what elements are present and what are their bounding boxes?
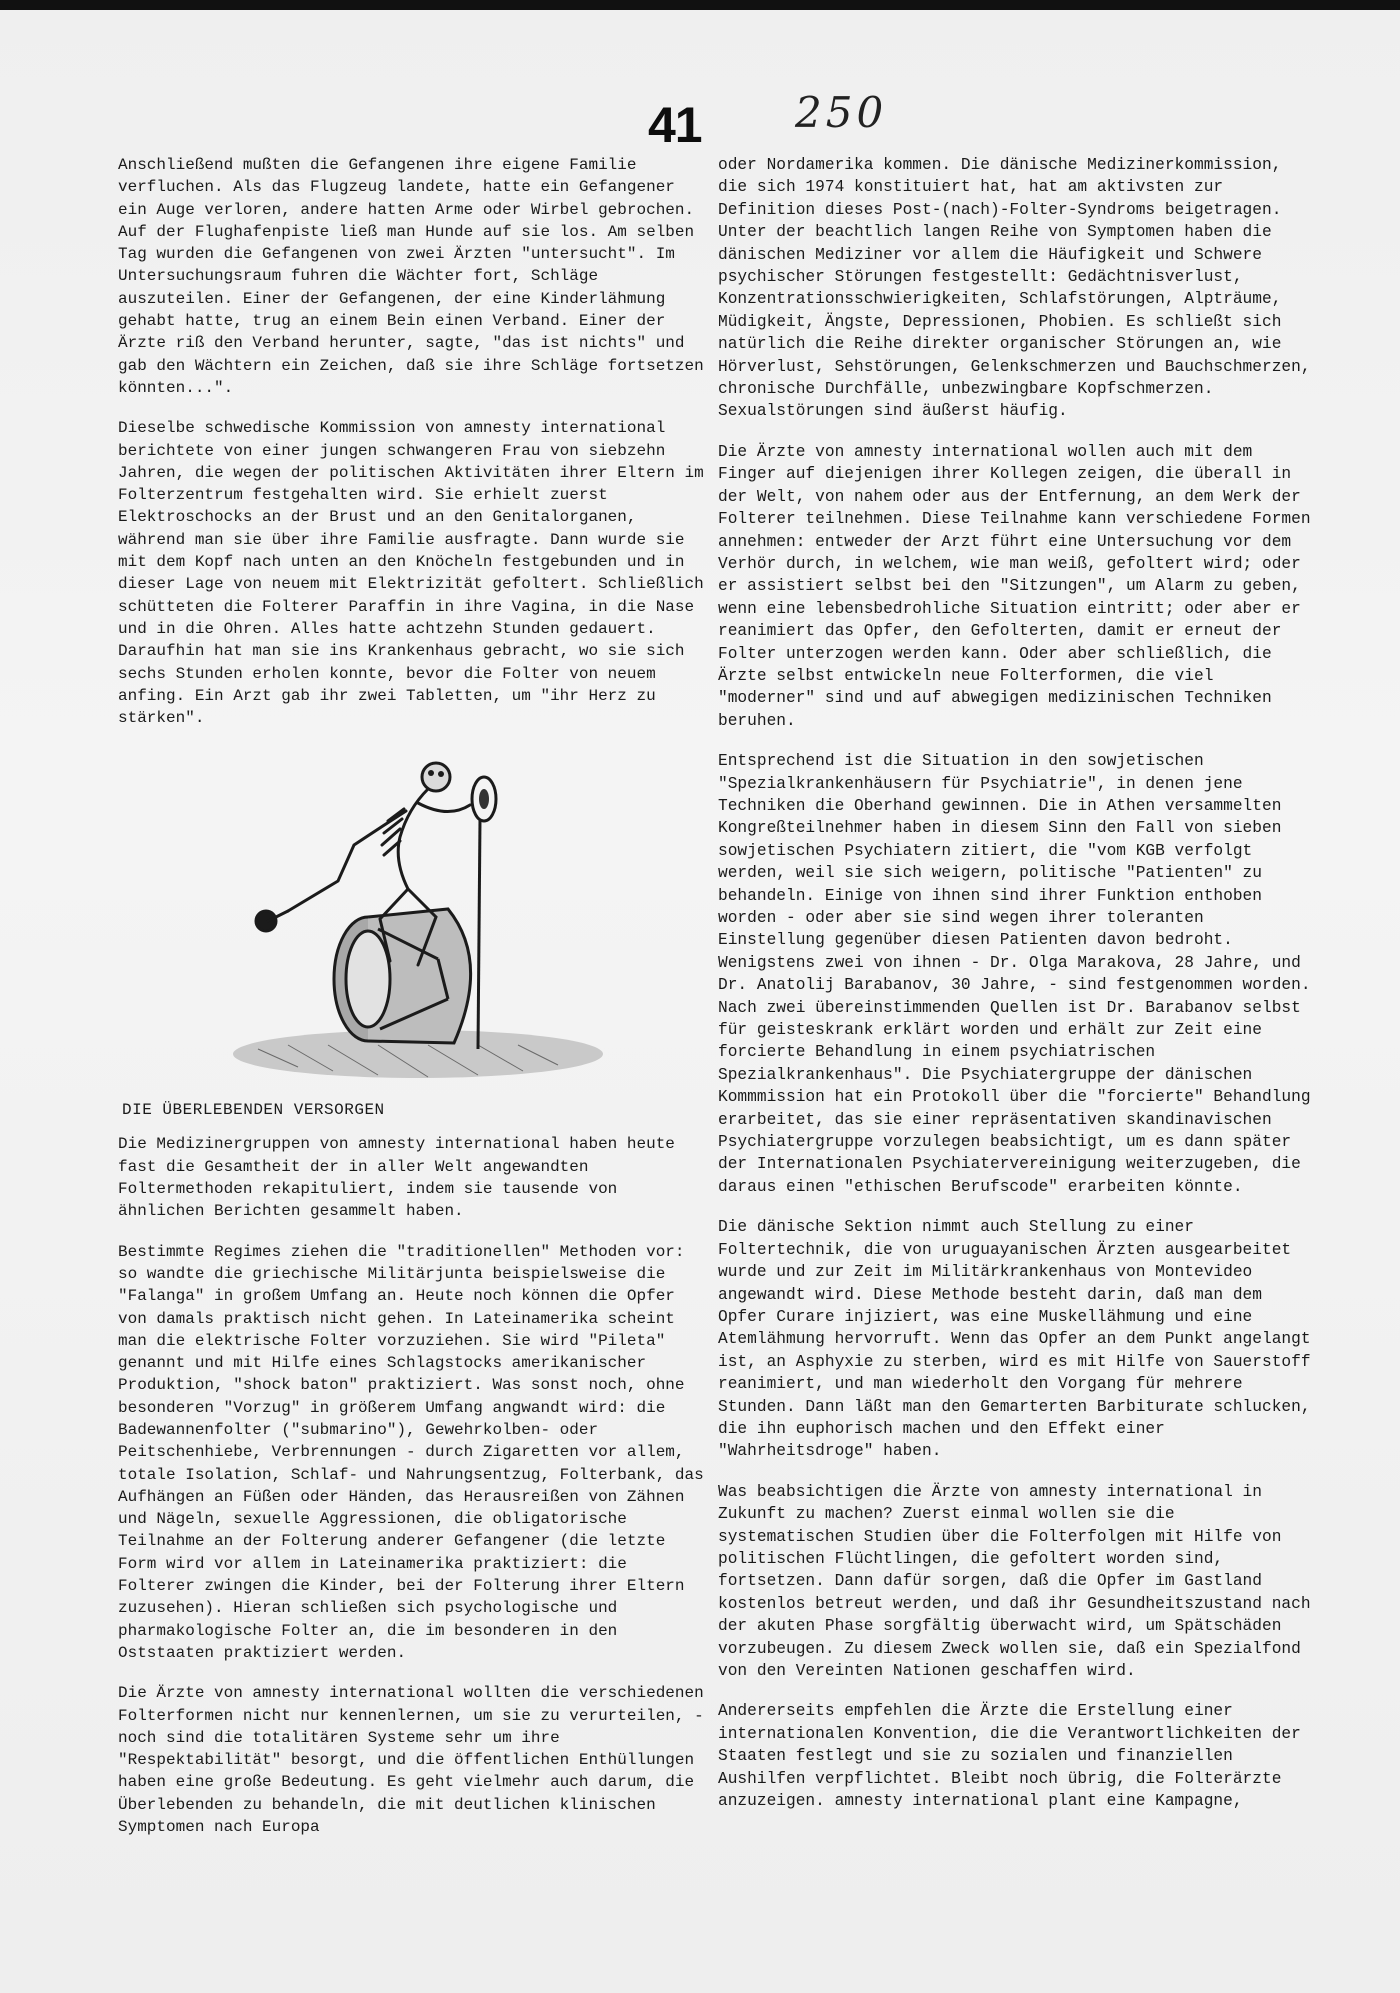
- paragraph: Dieselbe schwedische Kommission von amnesty international berichtete von einer jungen schwangeren Frau von siebzehn Jahren, die wegen der politischen Aktivitäten ihrer Eltern im Folterzentrum festgehalten wird. Sie erhielt zuerst Elektroschocks an der Brust und an den Genitalorganen, während man sie über ihre Familie ausfragte. Dann wurde sie mit dem Kopf nach unten an den Knöcheln festgebunden und in dieser Lage von neuem mit Elektrizität gefoltert. Schließlich schütteten die Folterer Paraffin in ihre Vagina, in die Nase und in die Ohren. Alles hatte achtzehn Stunden gedauert. Daraufhin hat man sie ins Krankenhaus gebracht, wo sie sich sechs Stunden erholen konnte, bevor die Folter von neuem anfing. Ein Arzt gab ihr zwei Tabletten, um "ihr Herz zu stärken".: [118, 419, 704, 728]
- paragraph: Anschließend mußten die Gefangenen ihre eigene Familie verfluchen. Als das Flugzeug landete, hatte ein Gefangener ein Auge verloren, andere hatten Arme oder Wirbel gebrochen. Auf der Flughafenpiste ließ man Hunde auf sie los. Am selben Tag wurden die Gefangenen von zwei Ärzten "untersucht". Im Untersuchungsraum fuhren die Wächter fort, Schläge auszuteilen. Einer der Gefangenen, der eine Kinderlähmung gehabt hatte, trug an einem Bein einen Verband. Einer der Ärzte riß den Verband herunter, sagte, "das ist nichts" und gab den Wächtern ein Zeichen, daß sie ihre Schläge fortsetzen könnten...".: [118, 156, 704, 397]
- skeleton-drummer-illustration: [118, 749, 706, 1089]
- paragraph: Entsprechend ist die Situation in den sowjetischen "Spezialkrankenhäusern für Psychiatrie", in denen jene Techniken die Oberhand gewinnen. Die in Athen versammelten Kongreßteilnehmer haben in diesem Sinn den Fall von sieben sowjetischen Psychiatern zitiert, die "vom KGB verfolgt werden, weil sie sich weigern, politische "Patienten" zu behandeln. Einige von ihnen sind ihrer Funktion enthoben worden - oder aber sie sind wegen ihrer toleranten Einstellung gegenüber diesen Patienten davon bedroht. Wenigstens zwei von ihnen - Dr. Olga Marakova, 28 Jahre, und Dr. Anatolij Barabanov, 30 Jahre, - sind festgenommen worden. Nach zwei übereinstimmenden Quellen ist Dr. Barabanov selbst für geisteskrank erklärt worden und erhält zur Zeit eine forcierte Behandlung in einem psychiatrischen Spezialkrankenhaus". Die Psychiatergruppe der dänischen Kommmission hat ein Protokoll über die "forcierte" Behandlung erarbeitet, das sie einer repräsentativen skandinavischen Psychiatergruppe vorzulegen beabsichtigt, um es dann später der Internationalen Psychiatervereinigung weiterzugeben, die daraus einen "ethischen Berufscode" erarbeiten könnte.: [718, 752, 1311, 1196]
- handwritten-note: 250: [795, 88, 888, 137]
- left-column: [118, 154, 706, 1856]
- skeleton-drum-icon: [118, 749, 706, 1089]
- paragraph: Die Ärzte von amnesty international wollen auch mit dem Finger auf diejenigen ihrer Kollegen zeigen, die überall in der Welt, von nahem oder aus der Entfernung, an dem Werk der Folterer teilnehmen. Diese Teilnahme kann verschiedene Formen annehmen: entweder der Arzt führt eine Untersuchung vor dem Verhör durch, in welchem, wie man weiß, gefoltert wird; oder er assistiert selbst bei den "Sitzungen", um Alarm zu geben, wenn eine lebensbedrohliche Situation eintritt; oder aber er reanimiert das Opfer, den Gefolterten, damit er erneut der Folter unterzogen werden kann. Oder aber schließlich, die Ärzte selbst entwickeln neue Folterformen, die viel "moderner" sind und auf abwegigen medizinischen Techniken beruhen.: [718, 442, 1311, 730]
- paragraph: Was beabsichtigen die Ärzte von amnesty international in Zukunft zu machen? Zuerst einmal wollen sie die systematischen Studien über die Folterfolgen mit Hilfe von politischen Flüchtlingen, die gefoltert worden sind, fortsetzen. Dann dafür sorgen, daß die Opfer im Gastland kostenlos betreut werden, und daß ihr Gesundheitszustand nach der akuten Phase sorgfältig überwacht wird, um Spätschäden vorzubeugen. Zu diesem Zweck wollen sie, daß ein Spezialfond von den Vereinten Nationen geschaffen wird.: [718, 1482, 1311, 1680]
- paragraph: Bestimmte Regimes ziehen die "traditionellen" Methoden vor: so wandte die griechische Militärjunta beispielsweise die "Falanga" in großem Umfang an. Heute noch können die Opfer von damals praktisch nicht gehen. In Lateinamerika scheint man die elektrische Folter vorzuziehen. Sie wird "Pileta" genannt und mit Hilfe eines Schlagstocks amerikanischer Produktion, "shock baton" praktiziert. Was sonst noch, ohne besonderen "Vorzug" in größerem Umfang angwandt wird: die Badewannenfolter ("submarino"), Gewehrkolben- oder Peitschenhiebe, Verbrennungen - durch Zigaretten vor allem, totale Isolation, Schlaf- und Nahrungsentzug, Folterbank, das Aufhängen an Füßen oder Händen, das Herausreißen von Zähnen und Nägeln, sexuelle Aggressionen, die obligatorische Teilnahme an der Folterung anderer Gefangener (die letzte Form wird vor allem in Lateinamerika praktiziert: die Folterer zwingen die Kinder, bei der Folterung ihrer Eltern zuzusehen). Hieran schließen sich psychologische und pharmakologische Folter an, die im besonderen in den Oststaaten praktiziert werden.: [118, 1242, 704, 1662]
- paragraph: Die Ärzte von amnesty international wollten die verschiedenen Folterformen nicht nur kennenlernen, um sie zu verurteilen, - noch sind die totalitären Systeme sehr um ihre "Respektabilität" besorgt, und die öffentlichen Enthüllungen haben eine große Bedeutung. Es geht vielmehr auch darum, die Überlebenden zu behandeln, die mit deutlichen klinischen Symptomen nach Europa: [118, 1684, 704, 1837]
- page-number: 41: [648, 97, 702, 153]
- paragraph: Andererseits empfehlen die Ärzte die Erstellung einer internationalen Konvention, die die Verantwortlichkeiten der Staaten festlegt und sie zu sozialen und finanziellen Aushilfen verpflichtet. Bleibt noch übrig, die Folterärzte anzuzeigen. amnesty international plant eine Kampagne,: [718, 1702, 1301, 1811]
- right-column: [718, 154, 1312, 1830]
- paragraph: Die Medizinergruppen von amnesty international haben heute fast die Gesamtheit der in aller Welt angewandten Foltermethoden rekapituliert, indem sie tausende von ähnlichen Berichten gesammelt haben.: [118, 1135, 675, 1221]
- scan-top-edge: [0, 0, 1400, 10]
- paragraph: oder Nordamerika kommen. Die dänische Medizinerkommission, die sich 1974 konstituiert hat, hat am aktivsten zur Definition dieses Post-(nach)-Folter-Syndroms beigetragen. Unter der beachtlich langen Reihe von Symptomen haben die dänischen Mediziner vor allem die Häufigkeit und Schwere psychischer Störungen festgestellt: Gedächtnisverlust, Konzentrationsschwierigkeiten, Schlafstörungen, Alpträume, Müdigkeit, Ängste, Depressionen, Phobien. Es schließt sich natürlich die Reihe direkter organischer Störungen an, wie Hörverlust, Sehstörungen, Gelenkschmerzen und Bauchschmerzen, chronische Durchfälle, unbezwingbare Kopfschmerzen. Sexualstörungen sind äußerst häufig.: [718, 156, 1311, 421]
- section-heading: DIE ÜBERLEBENDEN VERSORGEN: [122, 1101, 385, 1120]
- paragraph: Die dänische Sektion nimmt auch Stellung zu einer Foltertechnik, die von uruguayanischen Ärzten ausgearbeitet wurde und zur Zeit im Militärkrankenhaus von Montevideo angewandt wird. Diese Methode besteht darin, daß man dem Opfer Curare injiziert, was eine Muskellähmung und eine Atemlähmung hervorruft. Wenn das Opfer an dem Punkt angelangt ist, an Asphyxie zu sterben, wird es mit Hilfe von Sauerstoff reanimiert, und man wiederholt den Vorgang für mehrere Stunden. Dann läßt man den Gemarterten Barbiturate schlucken, die ihn euphorisch machen und den Effekt einer "Wahrheitsdroge" haben.: [718, 1218, 1311, 1461]
